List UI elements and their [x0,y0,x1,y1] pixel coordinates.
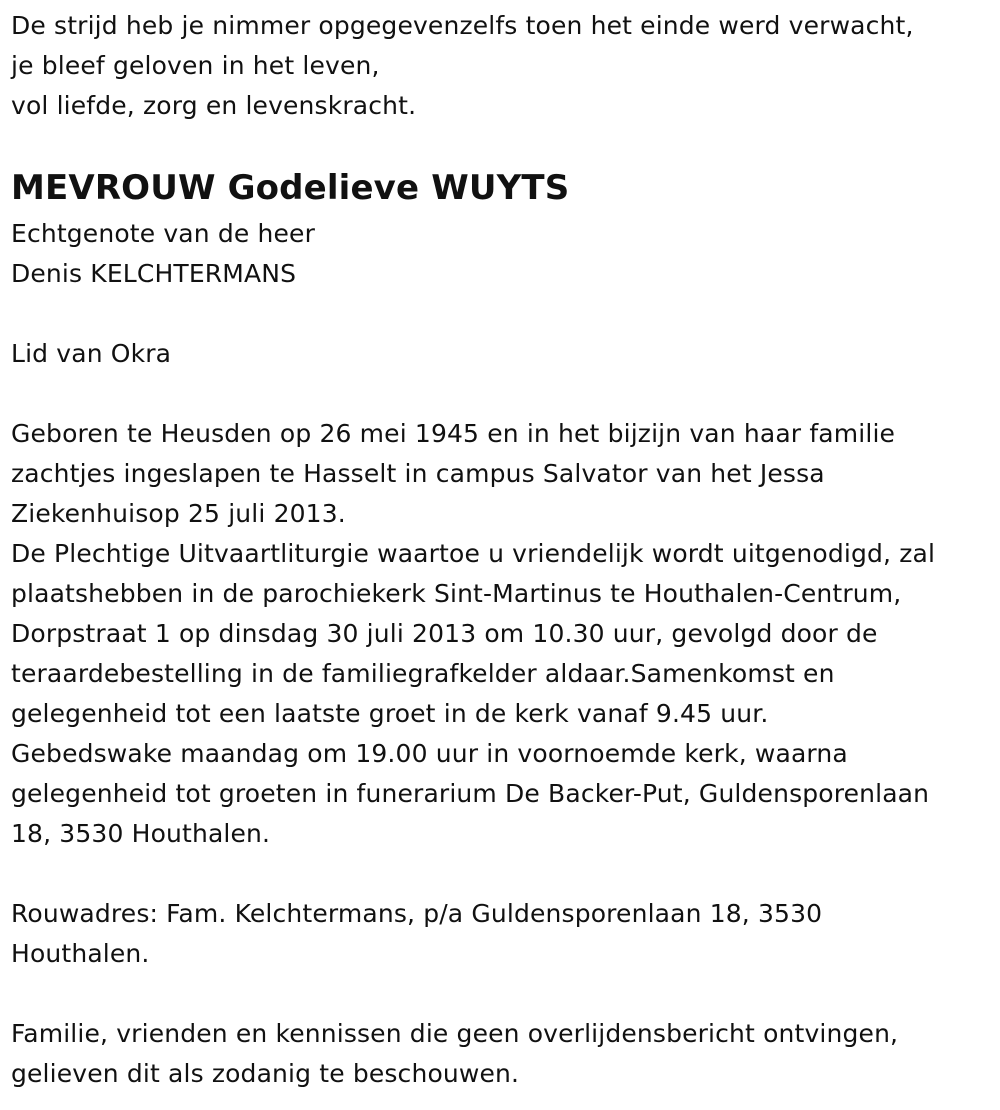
details-line: Gebedswake maandag om 19.00 uur in voornoemde kerk, waarna [11,739,848,768]
closing-note [11,1014,991,1094]
details-line: zachtjes ingeslapen te Hasselt in campus Salvator van het Jessa [11,459,825,488]
details-line: teraardebestelling in de familiegrafkelder aldaar.Samenkomst en [11,659,835,688]
details-line: plaatshebben in de parochiekerk Sint-Martinus te Houthalen-Centrum, [11,579,902,608]
details-line: Dorpstraat 1 op dinsdag 30 juli 2013 om 10.30 uur, gevolgd door de [11,619,878,648]
closing-line: Familie, vrienden en kennissen die geen overlijdensbericht ontvingen, [11,1019,899,1048]
poem-line: je bleef geloven in het leven, [11,51,380,80]
details-line: gelegenheid tot een laatste groet in de kerk vanaf 9.45 uur. [11,699,769,728]
spouse-line: Echtgenote van de heer [11,219,315,248]
membership: Lid van Okra [11,339,172,368]
details-line: 18, 3530 Houthalen. [11,819,271,848]
address-line: Houthalen. [11,939,150,968]
details-line: Ziekenhuisop 25 juli 2013. [11,499,346,528]
address-line: Rouwadres: Fam. Kelchtermans, p/a Guldensporenlaan 18, 3530 [11,899,823,928]
deceased-name: MEVROUW Godelieve WUYTS [11,168,570,208]
spacer [11,854,991,894]
details-line: De Plechtige Uitvaartliturgie waartoe u vriendelijk wordt uitgenodigd, zal [11,539,936,568]
details-line: gelegenheid tot groeten in funerarium De Backer-Put, Guldensporenlaan [11,779,930,808]
spacer [11,294,991,334]
poem [11,6,991,126]
mourning-address [11,894,991,974]
spacer [11,974,991,1014]
funeral-details [11,414,991,854]
obituary-notice [11,6,991,1094]
spouse-line: Denis KELCHTERMANS [11,259,297,288]
poem-line: De strijd heb je nimmer opgegevenzelfs toen het einde werd verwacht, [11,11,914,40]
details-line: Geboren te Heusden op 26 mei 1945 en in het bijzijn van haar familie [11,419,896,448]
closing-line: gelieven dit als zodanig te beschouwen. [11,1059,520,1088]
poem-line: vol liefde, zorg en levenskracht. [11,91,417,120]
spacer [11,374,991,414]
spouse-info [11,214,991,294]
